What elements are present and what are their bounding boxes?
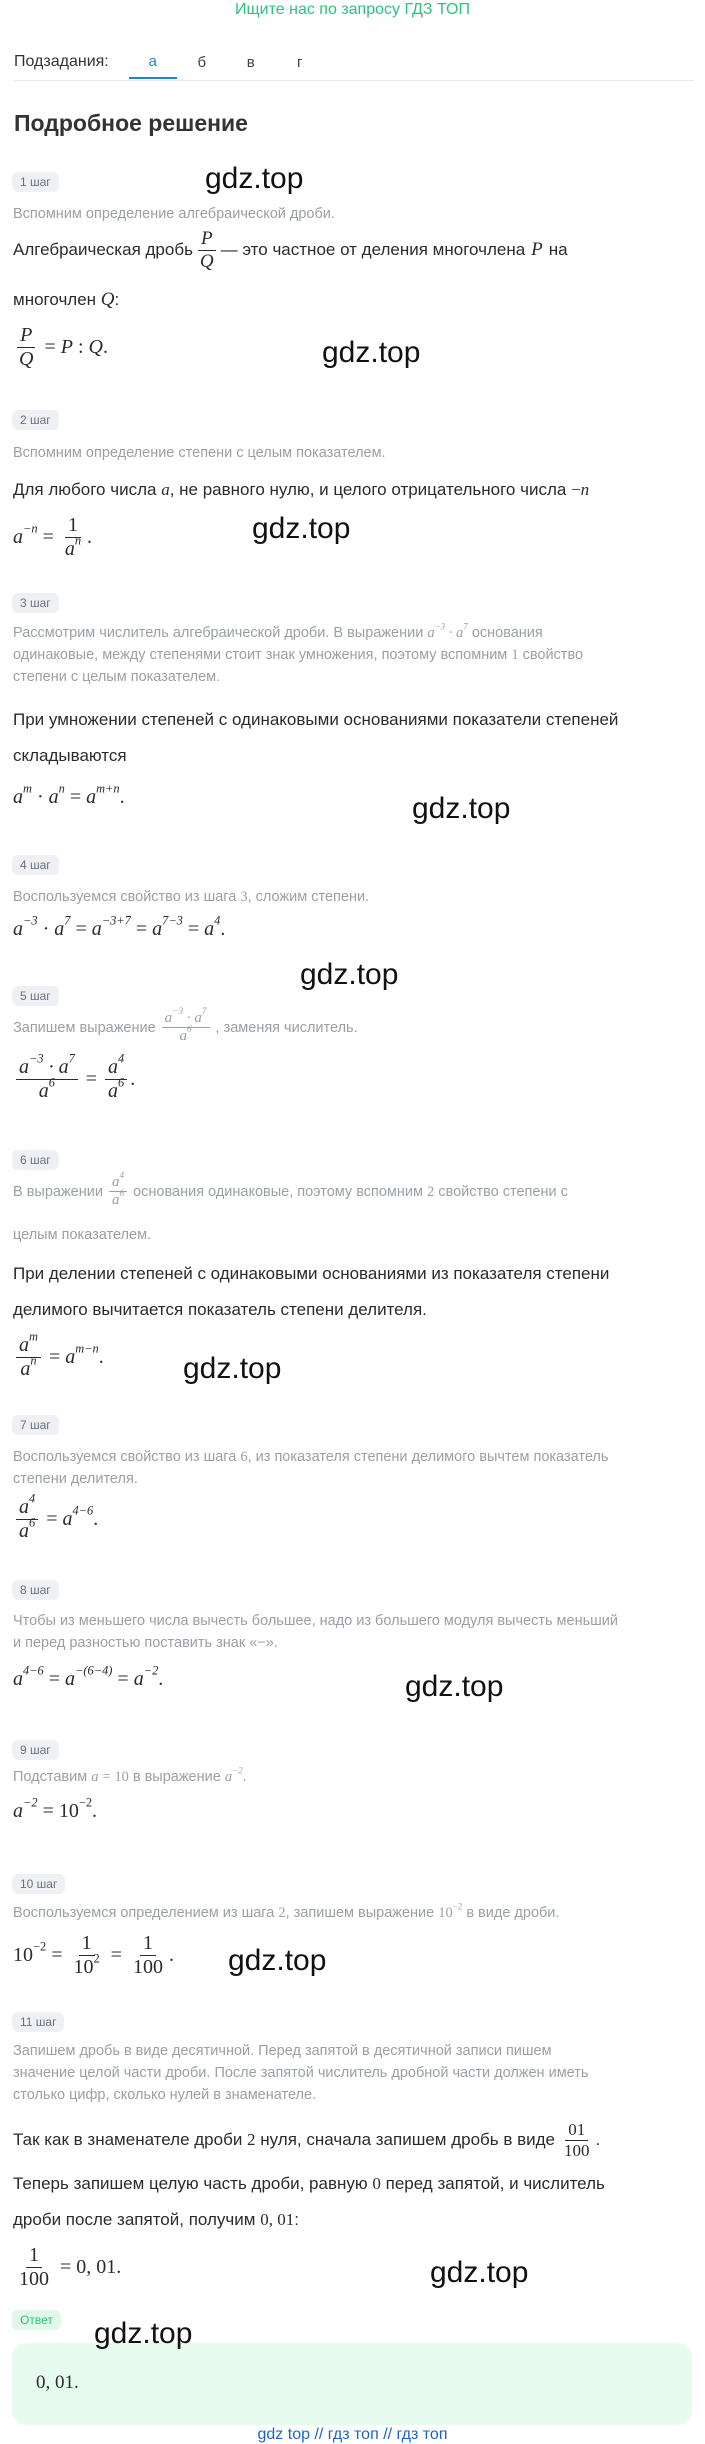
watermark: gdz.top [430, 2256, 529, 2289]
text-fragment: и перед разностью поставить знак «−». [13, 1635, 278, 1651]
footer-separator: // [314, 2426, 324, 2443]
watermark: gdz.top [405, 1670, 504, 1703]
answer-box [12, 2343, 692, 2425]
formula-step7: $\frac{a^4}{a^6}$ = $a^{4-6}$ . [13, 1496, 98, 1543]
text-fragment: свойство [522, 647, 584, 663]
step-hint [13, 2040, 689, 2106]
step-badge: 6 шаг [12, 1150, 59, 1170]
search-banner[interactable]: Ищите нас по запросу ГДЗ ТОП [235, 1, 470, 18]
step-badge: 2 шаг [12, 410, 59, 430]
step-hint: Воспользуемся свойство из шага 3, сложим степени. [13, 889, 370, 905]
text-fragment: столько цифр, сколько нулей в знаменателе. [13, 2087, 317, 2103]
text-fragment: Теперь запишем целую часть дроби, равную [13, 2174, 368, 2193]
step-badge: 7 шаг [12, 1415, 59, 1435]
text-fragment: в выражение [132, 1769, 221, 1785]
step-hint: Рассмотрим числитель алгебраической дроби. В выражении $a^{-3} \cdot a^7$ основания одинаковые, между степенями стоит знак умножения, поэтому вспомним 1 свойство степени с целым показателем. [13, 621, 584, 685]
watermark: gdz.top [205, 162, 304, 195]
step-badge: 1 шаг [12, 172, 59, 192]
step-badge: 8 шаг [12, 1580, 59, 1600]
text-fragment: , из показателя степени делимого вычтем показатель [247, 1449, 609, 1465]
tab-v[interactable]: в [246, 53, 255, 71]
formula-divide-powers: $\frac{a^m}{a^n}$ = $a^{m-n}$ . [13, 1334, 104, 1381]
text-fragment: Для любого числа [13, 480, 157, 499]
step-badge: 10 шаг [12, 1874, 65, 1894]
watermark: gdz.top [94, 2317, 193, 2350]
step-text: Теперь запишем целую часть дроби, равную 0 перед запятой, и числитель [13, 2174, 605, 2193]
text-fragment: Запишем выражение [13, 1019, 156, 1036]
watermark: gdz.top [322, 336, 421, 369]
formula-multiply-powers: $a^m$ · $a^n$ = $a^{m+n}$ . [13, 781, 125, 808]
text-fragment: в виде дроби. [466, 1905, 560, 1921]
text-fragment: Чтобы из меньшего числа вычесть большее, надо из большего модуля вычесть меньший [13, 1613, 618, 1629]
text-fragment: , не равного нулю, и целого отрицательного числа [169, 480, 567, 499]
tab-g[interactable]: г [296, 53, 303, 71]
footer-links [0, 2426, 705, 2444]
text-fragment: , сложим степени. [247, 889, 370, 905]
watermark: gdz.top [183, 1352, 282, 1385]
text-fragment: основания одинаковые, поэтому вспомним [133, 1183, 423, 1200]
text-fragment: В выражении [13, 1183, 103, 1200]
footer-link[interactable]: gdz top [257, 2426, 310, 2443]
step-text: складываются [13, 746, 127, 765]
step-text: Так как в знаменателе дроби 2 нуля, сначала запишем дробь в виде $\frac{01}{100}$ . [13, 2120, 601, 2160]
answer-badge: Ответ [12, 2310, 61, 2330]
footer-link[interactable]: гдз топ [396, 2426, 448, 2443]
subtask-tabs [14, 44, 694, 81]
text-fragment: Алгебраическая дробь [13, 240, 193, 260]
step-badge: 4 шаг [12, 855, 59, 875]
step-text: дроби после запятой, получим 0, 01: [13, 2210, 299, 2229]
footer-separator: // [383, 2426, 393, 2443]
step-text: многочлен Q: [13, 289, 120, 310]
formula-step8: $a^{4-6}$ = $a^{-(6-4)}$ = $a^{-2}$ . [13, 1663, 164, 1690]
watermark: gdz.top [412, 792, 511, 825]
step-text: При умножении степеней с одинаковыми основаниями показатели степеней [13, 710, 619, 729]
step-text: Алгебраическая дробь $\frac{P}{Q}$ — это частное от деления многочлена P на [13, 228, 568, 272]
text-fragment: многочлен [13, 290, 97, 309]
text-fragment: одинаковые, между степенями стоит знак умножения, поэтому вспомним [13, 647, 508, 663]
step-hint: Вспомним определение степени с целым показателем. [13, 445, 386, 461]
text-fragment: основания [471, 625, 543, 641]
watermark: gdz.top [228, 1944, 327, 1977]
text-fragment: степени с целым показателем. [13, 669, 221, 685]
step-hint: В выражении $\frac{a^4}{a^6}$ основания одинаковые, поэтому вспомним 2 свойство степени с [13, 1171, 568, 1209]
text-fragment: на [548, 240, 568, 260]
text-fragment: Воспользуемся определением из шага [13, 1905, 275, 1921]
text-fragment: Подставим [13, 1769, 88, 1785]
formula-definition: $\frac{P}{Q}$ = P : Q . [19, 324, 108, 370]
fraction-p-q: $\frac{P}{Q}$ [199, 228, 214, 272]
formula-step9: $a^{-2}$ = $10^{-2}$. [13, 1795, 98, 1822]
step-badge: 9 шаг [12, 1740, 59, 1760]
step-badge: 11 шаг [12, 2012, 64, 2032]
text-fragment: Запишем дробь в виде десятичной. Перед запятой в десятичной записи пишем [13, 2043, 552, 2059]
solution-title: Подробное решение [14, 110, 248, 136]
step-badge: 5 шаг [12, 986, 59, 1006]
step-hint: Воспользуемся свойство из шага 6, из показателя степени делимого вычтем показатель степени делителя. [13, 1449, 609, 1487]
formula-negative-power: $a^{-n}$ = $\frac{1}{a^n}$ . [13, 514, 93, 560]
text-fragment: , заменяя числитель. [215, 1019, 358, 1036]
text-fragment: степени делителя. [13, 1471, 138, 1487]
text-fragment: , запишем выражение [285, 1905, 435, 1921]
text-fragment: перед запятой, и числитель [385, 2174, 605, 2193]
text-fragment: значение целой части дроби. После запятой числитель дробной части должен иметь [13, 2065, 589, 2081]
tab-a[interactable]: а [129, 45, 177, 79]
step-badge: 3 шаг [12, 593, 59, 613]
formula-step5: $\frac{a^{-3} \cdot a^7}{a^6}$ = $\frac{a^4}{a^6}$ . [13, 1056, 135, 1103]
formula-step10: $10^{-2}$ = $\frac{1}{10^2}$ = $\frac{1}{100}$ . [13, 1932, 174, 1978]
text-fragment: Так как в знаменателе дроби [13, 2130, 243, 2150]
answer-value: 0, 01. [36, 2372, 79, 2393]
text-fragment: Рассмотрим числитель алгебраической дроби. В выражении [13, 625, 424, 641]
step-hint: Воспользуемся определением из шага 2, запишем выражение $10^{-2}$ в виде дроби. [13, 1901, 560, 1921]
text-fragment: свойство степени с [438, 1183, 568, 1200]
step-hint [13, 1610, 689, 1654]
step-text: Для любого числа a, не равного нулю, и целого отрицательного числа −n [13, 480, 590, 499]
text-fragment: Воспользуемся свойство из шага [13, 889, 237, 905]
step-hint: целым показателем. [13, 1227, 152, 1243]
tab-b[interactable]: б [197, 53, 207, 71]
step-text: делимого вычитается показатель степени делителя. [13, 1300, 427, 1319]
text-fragment: дроби после запятой, получим [13, 2210, 256, 2229]
watermark: gdz.top [300, 958, 399, 991]
text-fragment: — это частное от деления многочлена [220, 240, 526, 260]
formula-step4: $a^{-3}$ · $a^7$ = $a^{-3+7}$ = $a^{7-3}$ = $a^4$ . [13, 913, 226, 940]
step-hint: Подставим a = 10 в выражение $a^{-2}$. [13, 1765, 247, 1785]
step-hint: Запишем выражение $\frac{a^{-3} \cdot a^7}{a^6}$ , заменяя числитель. [13, 1007, 358, 1045]
step-hint: Вспомним определение алгебраической дроби. [13, 206, 335, 222]
step-text: При делении степеней с одинаковыми основаниями из показателя степени [13, 1264, 610, 1283]
text-fragment: нуля, сначала запишем дробь в виде [260, 2130, 556, 2150]
watermark: gdz.top [252, 512, 351, 545]
formula-step11: $\frac{1}{100}$ = 0, 01. [19, 2244, 122, 2290]
footer-link[interactable]: гдз топ [327, 2426, 379, 2443]
text-fragment: Воспользуемся свойство из шага [13, 1449, 237, 1465]
subtasks-label: Подзадания: [14, 53, 109, 70]
